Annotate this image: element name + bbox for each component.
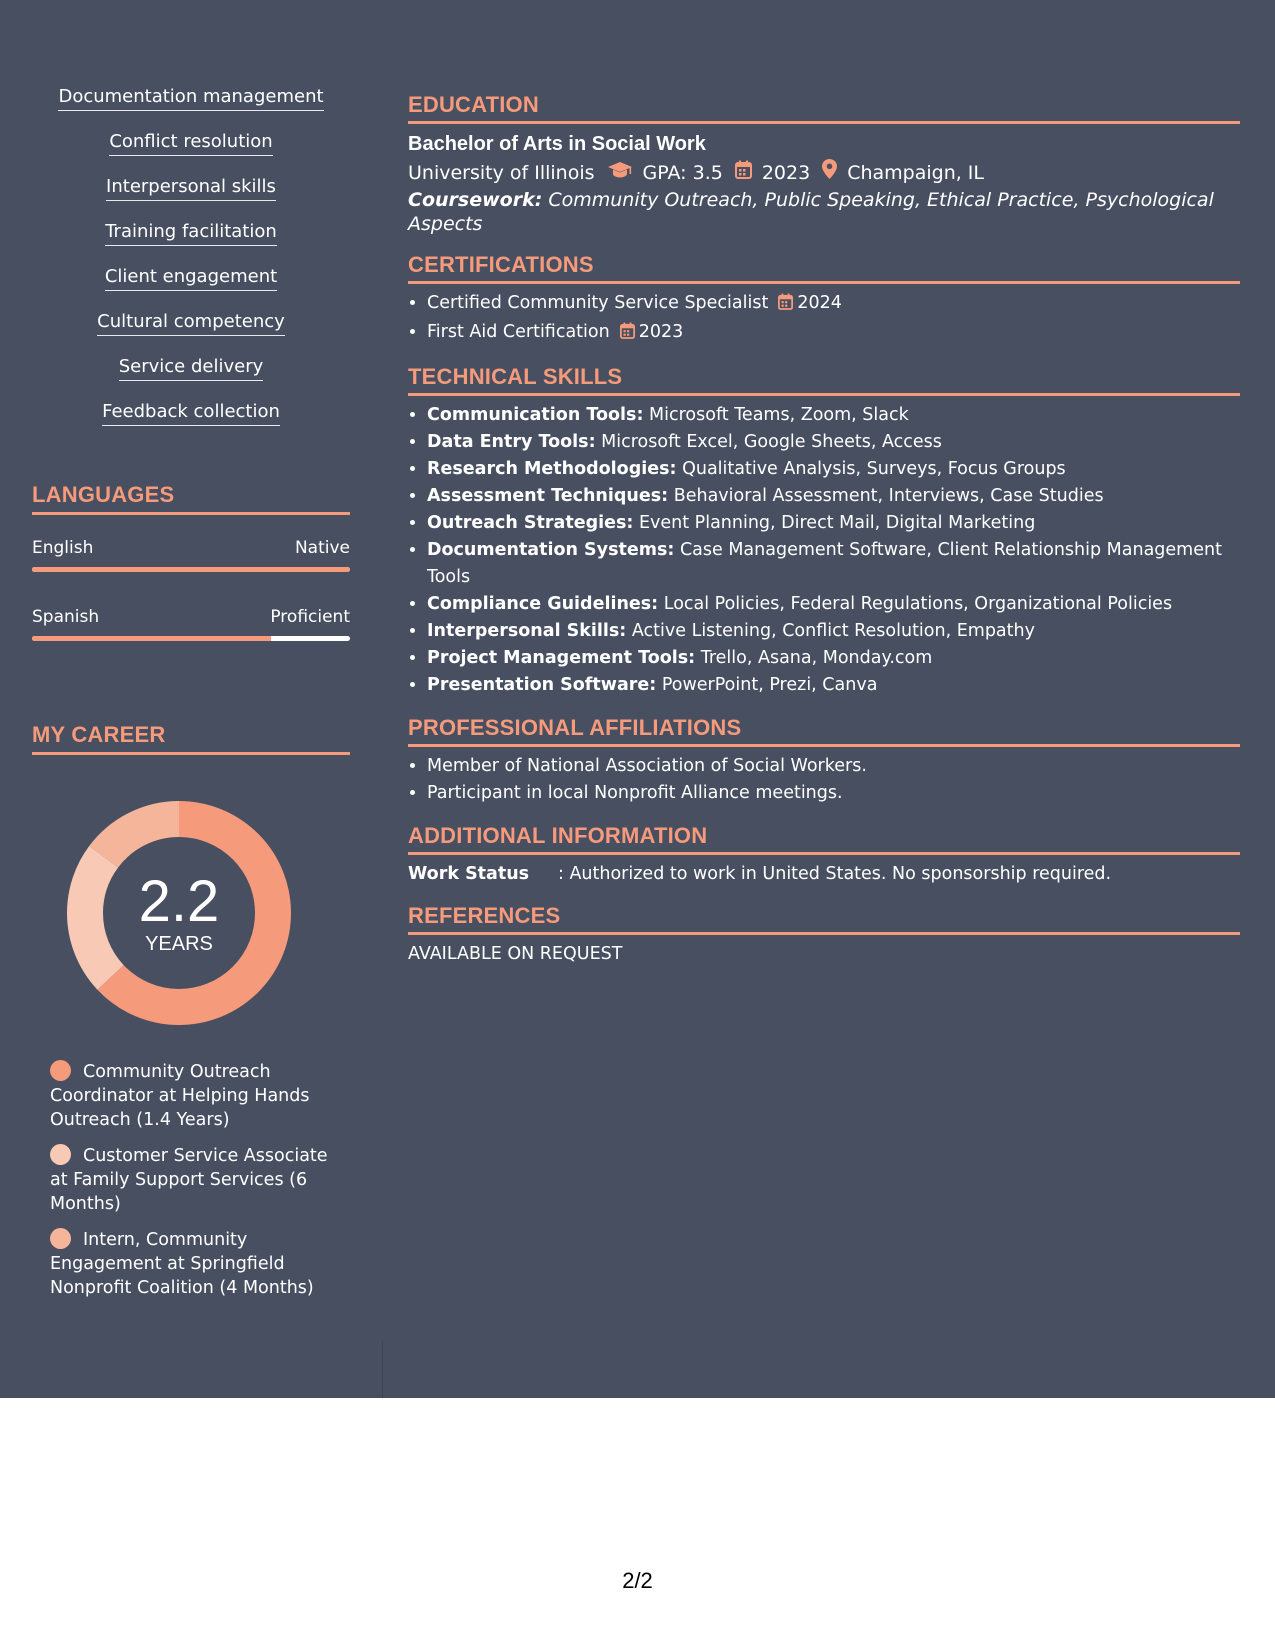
map-pin-icon: [822, 158, 837, 188]
work-status-value: : Authorized to work in United States. No sponsorship required.: [558, 864, 1112, 884]
work-status-label: Work Status: [408, 864, 530, 884]
technical-skill-item: • Assessment Techniques: Behavioral Assessment, Interviews, Case Studies: [427, 483, 1240, 510]
technical-skill-item: • Communication Tools: Microsoft Teams, Zoom, Slack: [427, 402, 1240, 429]
career-heading: MY CAREER: [32, 722, 350, 755]
language-bar-fill: [32, 636, 271, 641]
affiliations-heading: PROFESSIONAL AFFILIATIONS: [408, 715, 1240, 747]
technical-skill-item: • Compliance Guidelines: Local Policies, Federal Regulations, Organizational Policies: [427, 591, 1240, 618]
technical-skills-section: [408, 364, 1240, 699]
career-total-unit: YEARS: [145, 933, 213, 955]
main-content: [408, 92, 1240, 983]
graduation-cap-icon: [607, 158, 633, 188]
calendar-icon: [620, 321, 635, 348]
skills-list: [32, 86, 350, 446]
technical-skill-item: • Outreach Strategies: Event Planning, Direct Mail, Digital Marketing: [427, 510, 1240, 537]
references-heading: REFERENCES: [408, 903, 1240, 935]
additional-info-heading: ADDITIONAL INFORMATION: [408, 823, 1240, 855]
language-english: [32, 538, 350, 572]
education-details: [408, 158, 1240, 188]
technical-skill-item: • Research Methodologies: Qualitative Analysis, Surveys, Focus Groups: [427, 456, 1240, 483]
skill-item: Feedback collection: [32, 401, 350, 446]
career-donut-chart: [67, 801, 291, 1025]
affiliation-item: • Participant in local Nonprofit Alliance meetings.: [427, 780, 1240, 807]
technical-skill-item: • Data Entry Tools: Microsoft Excel, Google Sheets, Access: [427, 429, 1240, 456]
career-total-value: 2.2: [138, 869, 220, 934]
language-name: Spanish: [32, 607, 100, 627]
language-bar-fill: [32, 567, 350, 572]
coursework: Coursework: Community Outreach, Public Speaking, Ethical Practice, Psychological Aspects: [408, 189, 1214, 235]
references-section: [408, 903, 1240, 967]
affiliations-section: [408, 715, 1240, 807]
calendar-icon: [778, 292, 793, 319]
skill-item: Documentation management: [32, 86, 350, 131]
sidebar: [0, 0, 382, 1398]
sidebar-divider: [382, 1340, 383, 1398]
references-text: AVAILABLE ON REQUEST: [408, 944, 623, 964]
language-level: Native: [294, 538, 350, 558]
career-item: Intern, Community Engagement at Springfield Nonprofit Coalition (4 Months): [50, 1230, 314, 1298]
legend-dot: [50, 1144, 71, 1165]
technical-skill-item: • Interpersonal Skills: Active Listening, Conflict Resolution, Empathy: [427, 618, 1240, 645]
degree-title: Bachelor of Arts in Social Work: [408, 133, 706, 155]
certification-item: • Certified Community Service Specialist 2024: [427, 290, 1240, 319]
skill-item: Interpersonal skills: [32, 176, 350, 221]
language-bar: [32, 636, 350, 641]
technical-skill-item: • Documentation Systems: Case Management Software, Client Relationship Management Tools: [427, 537, 1240, 591]
legend-dot: [50, 1228, 71, 1249]
technical-skill-item: • Presentation Software: PowerPoint, Prezi, Canva: [427, 672, 1240, 699]
languages-heading: LANGUAGES: [32, 482, 350, 515]
certifications-section: [408, 252, 1240, 348]
skill-item: Client engagement: [32, 266, 350, 311]
certification-item: • First Aid Certification 2023: [427, 319, 1240, 348]
page-number: 2/2: [622, 1568, 653, 1593]
education-section: [408, 92, 1240, 236]
graduation-year: 2023: [761, 162, 811, 184]
skill-item: Cultural competency: [32, 311, 350, 356]
career-legend: [50, 1060, 340, 1312]
career-item: Community Outreach Coordinator at Helping Hands Outreach (1.4 Years): [50, 1062, 310, 1130]
education-heading: EDUCATION: [408, 92, 1240, 124]
language-level: Proficient: [270, 607, 350, 627]
skill-item: Training facilitation: [32, 221, 350, 266]
language-name: English: [32, 538, 94, 558]
technical-skill-item: • Project Management Tools: Trello, Asana, Monday.com: [427, 645, 1240, 672]
skill-item: Service delivery: [32, 356, 350, 401]
affiliation-item: • Member of National Association of Social Workers.: [427, 753, 1240, 780]
school-name: University of Illinois: [408, 162, 595, 184]
certifications-heading: CERTIFICATIONS: [408, 252, 1240, 284]
language-bar: [32, 567, 350, 572]
calendar-icon: [735, 158, 752, 188]
school-location: Champaign, IL: [847, 162, 985, 184]
legend-dot: [50, 1060, 71, 1081]
language-spanish: [32, 607, 350, 641]
technical-skills-heading: TECHNICAL SKILLS: [408, 364, 1240, 396]
gpa: GPA: 3.5: [642, 162, 723, 184]
additional-info-section: [408, 823, 1240, 887]
skill-item: Conflict resolution: [32, 131, 350, 176]
career-item: Customer Service Associate at Family Support Services (6 Months): [50, 1146, 328, 1214]
